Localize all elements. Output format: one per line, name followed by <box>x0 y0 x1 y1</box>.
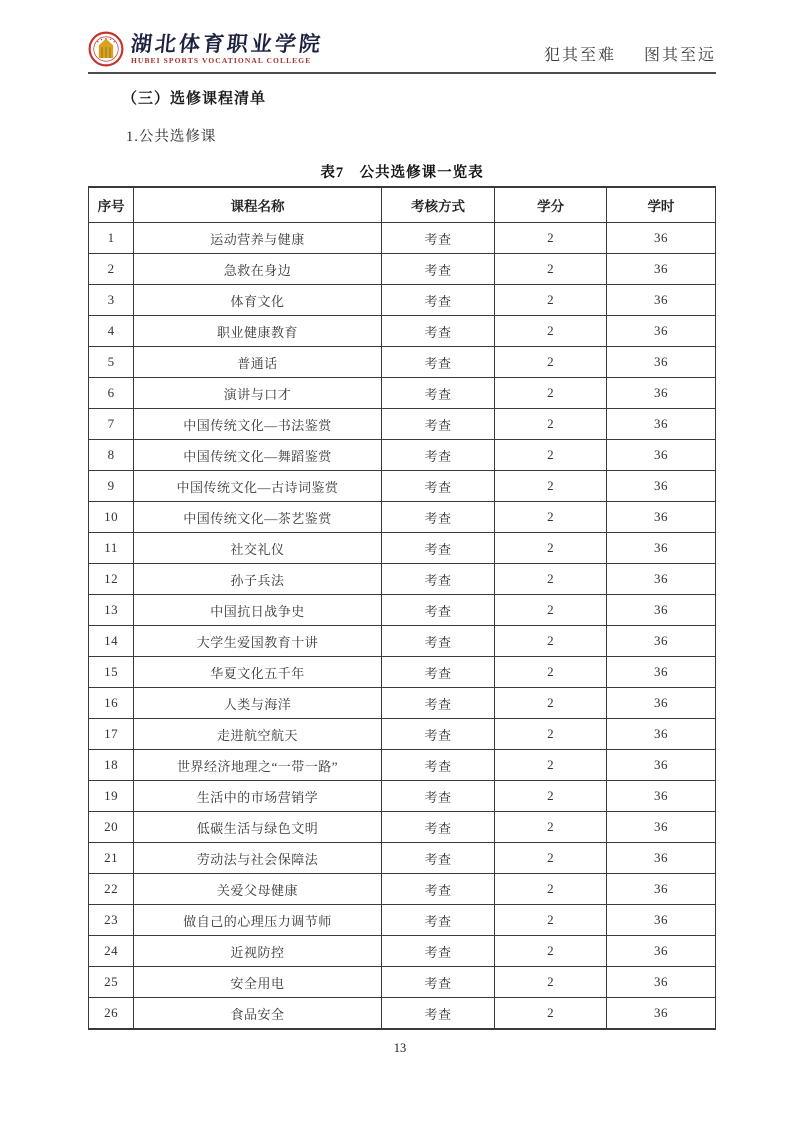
cell-course-name: 社交礼仪 <box>134 533 382 564</box>
cell-credits: 2 <box>495 533 607 564</box>
cell-hours: 36 <box>606 967 715 998</box>
table-row <box>89 719 716 750</box>
cell-index: 18 <box>89 750 134 781</box>
cell-credits: 2 <box>495 254 607 285</box>
cell-hours: 36 <box>606 564 715 595</box>
cell-index: 17 <box>89 719 134 750</box>
cell-index: 19 <box>89 781 134 812</box>
cell-assessment: 考查 <box>381 905 494 936</box>
cell-hours: 36 <box>606 998 715 1030</box>
cell-assessment: 考查 <box>381 874 494 905</box>
cell-index: 25 <box>89 967 134 998</box>
cell-course-name: 安全用电 <box>134 967 382 998</box>
col-header-index: 序号 <box>89 187 134 223</box>
cell-credits: 2 <box>495 688 607 719</box>
cell-hours: 36 <box>606 347 715 378</box>
cell-assessment: 考查 <box>381 967 494 998</box>
slogan-right: 图其至远 <box>643 47 716 64</box>
cell-course-name: 体育文化 <box>134 285 382 316</box>
cell-index: 12 <box>89 564 134 595</box>
table-row <box>89 781 716 812</box>
cell-index: 2 <box>89 254 134 285</box>
cell-assessment: 考查 <box>381 998 494 1030</box>
page-header <box>88 0 716 74</box>
cell-assessment: 考查 <box>381 626 494 657</box>
cell-course-name: 生活中的市场营销学 <box>134 781 382 812</box>
cell-index: 16 <box>89 688 134 719</box>
cell-index: 11 <box>89 533 134 564</box>
cell-credits: 2 <box>495 781 607 812</box>
cell-assessment: 考查 <box>381 316 494 347</box>
table-row <box>89 874 716 905</box>
cell-assessment: 考查 <box>381 254 494 285</box>
cell-index: 3 <box>89 285 134 316</box>
cell-index: 24 <box>89 936 134 967</box>
cell-hours: 36 <box>606 440 715 471</box>
cell-course-name: 运动营养与健康 <box>134 223 382 254</box>
cell-hours: 36 <box>606 409 715 440</box>
table-row <box>89 440 716 471</box>
cell-assessment: 考查 <box>381 936 494 967</box>
cell-hours: 36 <box>606 316 715 347</box>
table-row <box>89 254 716 285</box>
table-row <box>89 750 716 781</box>
cell-course-name: 职业健康教育 <box>134 316 382 347</box>
col-header-credits: 学分 <box>495 187 607 223</box>
cell-hours: 36 <box>606 471 715 502</box>
cell-assessment: 考查 <box>381 657 494 688</box>
cell-hours: 36 <box>606 378 715 409</box>
cell-hours: 36 <box>606 595 715 626</box>
document-page <box>88 0 716 1030</box>
table-row <box>89 967 716 998</box>
cell-credits: 2 <box>495 378 607 409</box>
section-subheading: 1.公共选修课 <box>126 129 217 145</box>
cell-assessment: 考查 <box>381 409 494 440</box>
cell-assessment: 考查 <box>381 750 494 781</box>
college-brand <box>88 31 323 67</box>
cell-course-name: 普通话 <box>134 347 382 378</box>
cell-index: 14 <box>89 626 134 657</box>
cell-course-name: 劳动法与社会保障法 <box>134 843 382 874</box>
cell-credits: 2 <box>495 285 607 316</box>
header-divider <box>88 72 716 74</box>
table-row <box>89 223 716 254</box>
cell-index: 20 <box>89 812 134 843</box>
cell-course-name: 低碳生活与绿色文明 <box>134 812 382 843</box>
cell-course-name: 走进航空航天 <box>134 719 382 750</box>
header-slogan <box>544 42 716 67</box>
cell-course-name: 近视防控 <box>134 936 382 967</box>
cell-credits: 2 <box>495 502 607 533</box>
table-row <box>89 595 716 626</box>
cell-hours: 36 <box>606 781 715 812</box>
cell-index: 21 <box>89 843 134 874</box>
slogan-left: 犯其至难 <box>543 47 616 64</box>
cell-hours: 36 <box>606 843 715 874</box>
cell-assessment: 考查 <box>381 347 494 378</box>
college-seal-icon <box>88 31 124 67</box>
cell-credits: 2 <box>495 905 607 936</box>
cell-credits: 2 <box>495 223 607 254</box>
table-row <box>89 657 716 688</box>
college-name: 湖北体育职业学院 <box>129 31 325 56</box>
cell-index: 23 <box>89 905 134 936</box>
cell-assessment: 考查 <box>381 564 494 595</box>
table-row <box>89 812 716 843</box>
cell-index: 7 <box>89 409 134 440</box>
cell-course-name: 演讲与口才 <box>134 378 382 409</box>
cell-course-name: 大学生爱国教育十讲 <box>134 626 382 657</box>
cell-hours: 36 <box>606 223 715 254</box>
cell-course-name: 中国传统文化—茶艺鉴赏 <box>134 502 382 533</box>
col-header-hours: 学时 <box>606 187 715 223</box>
table-row <box>89 285 716 316</box>
section-heading: （三）选修课程清单 <box>122 91 267 107</box>
table-title: 表7 公共选修课一览表 <box>320 165 484 181</box>
cell-assessment: 考查 <box>381 223 494 254</box>
cell-hours: 36 <box>606 750 715 781</box>
cell-credits: 2 <box>495 564 607 595</box>
cell-assessment: 考查 <box>381 843 494 874</box>
table-row <box>89 843 716 874</box>
cell-credits: 2 <box>495 409 607 440</box>
cell-credits: 2 <box>495 874 607 905</box>
cell-hours: 36 <box>606 502 715 533</box>
cell-assessment: 考查 <box>381 781 494 812</box>
cell-credits: 2 <box>495 595 607 626</box>
cell-course-name: 人类与海洋 <box>134 688 382 719</box>
table-row <box>89 998 716 1030</box>
cell-hours: 36 <box>606 533 715 564</box>
cell-index: 9 <box>89 471 134 502</box>
table-row <box>89 905 716 936</box>
cell-credits: 2 <box>495 750 607 781</box>
cell-course-name: 孙子兵法 <box>134 564 382 595</box>
table-row <box>89 347 716 378</box>
cell-course-name: 华夏文化五千年 <box>134 657 382 688</box>
cell-assessment: 考查 <box>381 595 494 626</box>
table-row <box>89 626 716 657</box>
cell-index: 1 <box>89 223 134 254</box>
cell-assessment: 考查 <box>381 471 494 502</box>
cell-credits: 2 <box>495 812 607 843</box>
cell-course-name: 中国抗日战争史 <box>134 595 382 626</box>
cell-assessment: 考查 <box>381 502 494 533</box>
cell-credits: 2 <box>495 657 607 688</box>
table-row <box>89 409 716 440</box>
cell-course-name: 中国传统文化—古诗词鉴赏 <box>134 471 382 502</box>
cell-credits: 2 <box>495 316 607 347</box>
cell-credits: 2 <box>495 347 607 378</box>
table-row <box>89 502 716 533</box>
cell-index: 13 <box>89 595 134 626</box>
table-row <box>89 378 716 409</box>
cell-assessment: 考查 <box>381 719 494 750</box>
cell-course-name: 中国传统文化—书法鉴赏 <box>134 409 382 440</box>
cell-hours: 36 <box>606 936 715 967</box>
cell-credits: 2 <box>495 719 607 750</box>
cell-index: 6 <box>89 378 134 409</box>
page-number: 13 <box>393 1041 407 1055</box>
table-row <box>89 533 716 564</box>
cell-credits: 2 <box>495 967 607 998</box>
course-table-body <box>89 223 716 1030</box>
cell-course-name: 中国传统文化—舞蹈鉴赏 <box>134 440 382 471</box>
table-row <box>89 471 716 502</box>
cell-index: 10 <box>89 502 134 533</box>
cell-credits: 2 <box>495 843 607 874</box>
cell-hours: 36 <box>606 719 715 750</box>
cell-index: 22 <box>89 874 134 905</box>
cell-hours: 36 <box>606 905 715 936</box>
cell-course-name: 做自己的心理压力调节师 <box>134 905 382 936</box>
cell-assessment: 考查 <box>381 812 494 843</box>
table-row <box>89 316 716 347</box>
cell-course-name: 急救在身边 <box>134 254 382 285</box>
cell-course-name: 食品安全 <box>134 998 382 1030</box>
college-name-english: HUBEI SPORTS VOCATIONAL COLLEGE <box>131 56 312 66</box>
cell-hours: 36 <box>606 812 715 843</box>
cell-credits: 2 <box>495 936 607 967</box>
course-table <box>88 186 716 1030</box>
cell-index: 5 <box>89 347 134 378</box>
cell-assessment: 考查 <box>381 533 494 564</box>
cell-hours: 36 <box>606 874 715 905</box>
cell-hours: 36 <box>606 285 715 316</box>
cell-course-name: 关爱父母健康 <box>134 874 382 905</box>
cell-hours: 36 <box>606 657 715 688</box>
cell-course-name: 世界经济地理之“一带一路” <box>134 750 382 781</box>
table-row <box>89 564 716 595</box>
cell-assessment: 考查 <box>381 378 494 409</box>
table-header-row <box>89 187 716 223</box>
cell-assessment: 考查 <box>381 285 494 316</box>
cell-index: 4 <box>89 316 134 347</box>
col-header-course-name: 课程名称 <box>134 187 382 223</box>
cell-credits: 2 <box>495 626 607 657</box>
table-row <box>89 688 716 719</box>
cell-credits: 2 <box>495 471 607 502</box>
col-header-assessment: 考核方式 <box>381 187 494 223</box>
cell-index: 8 <box>89 440 134 471</box>
cell-hours: 36 <box>606 626 715 657</box>
cell-hours: 36 <box>606 688 715 719</box>
cell-index: 15 <box>89 657 134 688</box>
cell-assessment: 考查 <box>381 440 494 471</box>
cell-credits: 2 <box>495 440 607 471</box>
cell-credits: 2 <box>495 998 607 1030</box>
cell-assessment: 考查 <box>381 688 494 719</box>
cell-index: 26 <box>89 998 134 1030</box>
cell-hours: 36 <box>606 254 715 285</box>
table-row <box>89 936 716 967</box>
